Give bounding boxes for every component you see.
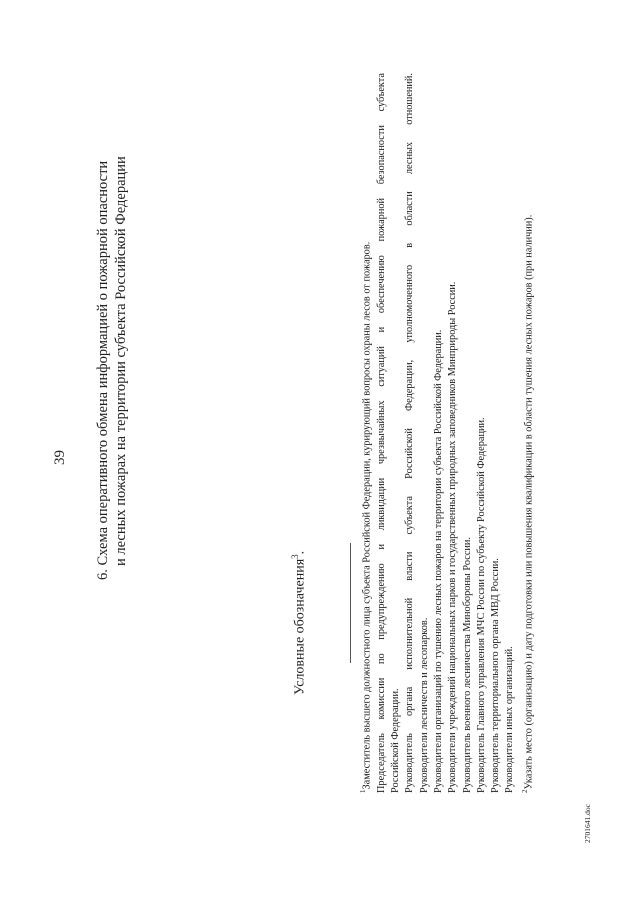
footnote-line: $^2$Указать место (организацию) и дату подготовки или повышения квалификации в области тушения лесных пожаров (при наличии). [520,214,535,793]
legend-suffix: . [292,550,308,555]
footnote-line: Руководители организаций по тушению лесных пожаров на территории субъекта Российской Федерации. [432,329,444,793]
footnote-line: Российской Федерации. [390,688,402,793]
legend-label: Условные обозначения [292,558,308,695]
footnote-line: Руководители лесничеств и лесопарков. [418,617,430,793]
footnote-divider [350,543,351,663]
footnote-line: Руководители учреждений национальных парков и государственных природных заповедников Минприроды России. [447,281,459,793]
footnote-line: Руководитель военного лесничества Минобороны России. [461,537,473,793]
page-number: 39 [52,450,68,465]
file-reference: 2701641.doc [583,804,592,843]
footnote-line: Председатель комиссии по предупреждению и ликвидации чрезвычайных ситуаций и обеспечению пожарной безопасности субъекта [375,73,387,793]
footnote-line: Руководители иных организаций. [504,646,516,793]
section-title-line-1: 6. Схема оперативного обмена информацией о пожарной опасности [95,160,111,580]
legend-heading [290,551,309,695]
section-title [94,80,130,580]
legend-note-mark: 3 [290,554,300,559]
footnote-line: Руководитель территориального органа МВД России. [490,558,502,793]
footnotes [356,73,536,793]
footnote-line: Руководитель органа исполнительной власти субъекта Российской Федерации, уполномоченного в области лесных отношений. [404,73,416,793]
footnote-line: $^1$Заместитель высшего должностного лица субъекта Российской Федерации, курирующий вопросы охраны лесов от пожаров. [359,241,373,793]
section-title-line-2: и лесных пожарах на территории субъекта Российской Федерации [113,156,129,566]
footnote-line: Руководитель Главного управления МЧС России по субъекту Российской Федерации. [475,417,487,793]
